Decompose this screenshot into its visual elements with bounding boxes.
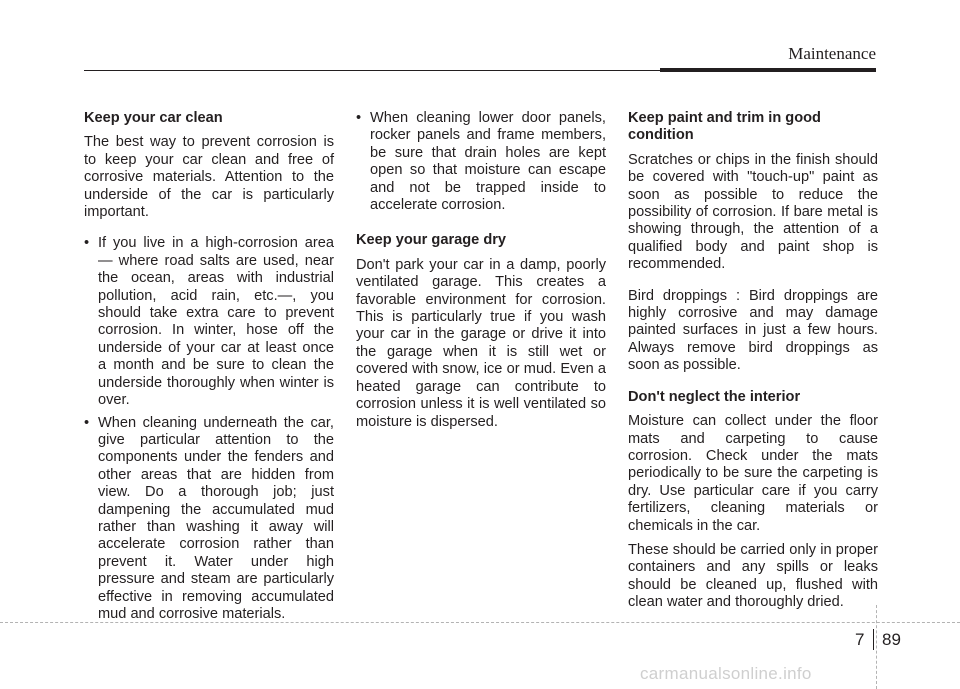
watermark: carmanualsonline.info [640, 664, 812, 683]
header-rule-thin [84, 70, 660, 71]
column-3 [628, 110, 878, 619]
bullet-icon: • [84, 414, 90, 431]
list-item-text: When cleaning underneath the car, give particular attention to the components under the fenders and other areas that are hidden from view. Do a thorough job; just dampening the accumulated mud rather than washing it away will accelerate corrosion rather than prevent it. Water under high pressure and steam are particularly effective in removing accumulated mud and corrosive materials. [98, 414, 334, 622]
bullet-list-2 [356, 110, 606, 214]
paragraph-moisture: Moisture can collect under the floor mats and carpeting to cause corrosion. Check under the mats periodically to be sure the carpeting is dry. Use particular care if you carry fertilizers, cleaning materials or chemicals in the car. [628, 413, 878, 534]
list-item [356, 110, 606, 214]
list-item-text: If you live in a high-corrosion area — where road salts are used, near the ocean, areas with industrial pollution, acid rain, etc.—, you should take extra care to prevent corrosion. In winter, hose off the underside of your car at least once a month and be sure to clean the underside thoroughly when winter is over. [98, 235, 334, 409]
paragraph-containers: These should be carried only in proper containers and any spills or leaks should be cleaned up, flushed with clean water and thoroughly dried. [628, 541, 878, 611]
page-header-title: Maintenance [788, 44, 876, 63]
list-item [84, 415, 334, 624]
heading-keep-car-clean: Keep your car clean [84, 110, 223, 126]
page-number: 89 [882, 630, 901, 649]
page-chapter-number: 7 [855, 630, 865, 649]
header-rule-thick [660, 68, 876, 72]
paragraph-bird-droppings: Bird droppings : Bird droppings are highly corrosive and may damage painted surfaces in just a few hours. Always remove bird droppings as soon as possible. [628, 287, 878, 374]
list-item [84, 235, 334, 409]
list-item-text: When cleaning lower door panels, rocker panels and frame members, be sure that drain holes are kept open so that moisture can escape and not be trapped inside to accelerate corrosion. [370, 110, 606, 214]
footer-dashed-vline [876, 605, 877, 689]
paragraph-intro: The best way to prevent corrosion is to keep your car clean and free of corrosive materials. Attention to the underside of the car is particularly important. [84, 134, 334, 221]
bullet-icon: • [356, 110, 362, 126]
heading-keep-garage-dry: Keep your garage dry [356, 232, 507, 249]
bullet-icon: • [84, 235, 90, 252]
column-2 [356, 110, 606, 438]
column-1 [84, 110, 334, 628]
paragraph-garage: Don't park your car in a damp, poorly ventilated garage. This creates a favorable environment for corrosion. This is particularly true if you wash your car in the garage or drive it into the garage when it is still wet or covered with snow, ice or mud. Even a heated garage can contribute to corrosion unless it is well ventilated so moisture is dispersed. [356, 256, 606, 430]
paragraph-scratches: Scratches or chips in the finish should be covered with "touch-up" paint as soon as possible to reduce the possibility of corrosion. If bare metal is showing through, the attention of a qualified body and paint shop is recommended. [628, 151, 878, 273]
footer-dashed-line [0, 622, 960, 623]
heading-paint-trim: Keep paint and trim in good condition [628, 110, 821, 144]
heading-interior: Don't neglect the interior [628, 388, 801, 405]
bullet-list-1 [84, 235, 334, 623]
page-number-separator [873, 629, 874, 650]
